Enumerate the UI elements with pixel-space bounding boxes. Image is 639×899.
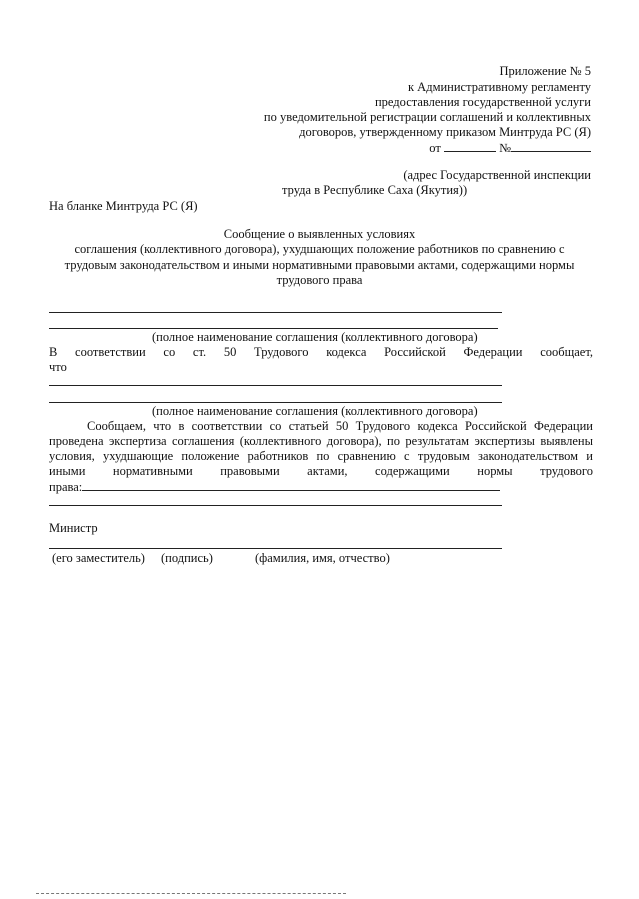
page-footer-divider [36, 893, 346, 894]
date-blank[interactable] [444, 140, 496, 152]
header-order: договоров, утвержденному приказом Минтруда РС (Я) [299, 125, 591, 139]
header-date-number [429, 140, 591, 156]
agreement-name-caption: (полное наименование соглашения (коллективного договора) [152, 330, 478, 344]
number-label: № [499, 141, 511, 155]
agreement-name-line-4[interactable] [49, 402, 502, 403]
signature-line[interactable] [49, 548, 502, 549]
deputy-caption: (его заместитель) [52, 551, 145, 565]
appendix-number: Приложение № 5 [499, 64, 591, 78]
addressee-line1: (адрес Государственной инспекции [403, 168, 591, 182]
header-registration: по уведомительной регистрации соглашений и коллективных [263, 110, 591, 124]
date-label: от [429, 141, 441, 155]
signature-caption: (подпись) [161, 551, 213, 565]
minister-label: Министр [49, 521, 98, 535]
header-regulation: к Административному регламенту [407, 80, 591, 94]
section2-para-line2: проведена экспертиза соглашения (коллективного договора), по результатам экспертизы выявлены [49, 434, 593, 448]
document-title: Сообщение о выявленных условиях [223, 227, 416, 241]
section2-para-line5 [49, 479, 500, 495]
rights-label: права: [49, 480, 83, 494]
section2-para-line3: условия, ухудшающие положение работников по сравнению с трудовым законодательством и [49, 449, 593, 463]
header-service: предоставления государственной услуги [374, 95, 591, 109]
violations-blank[interactable] [82, 479, 500, 491]
letterhead-label: На бланке Минтруда РС (Я) [49, 199, 198, 213]
section2-para-line4: иными нормативными правовыми актами, содержащими нормы трудового [49, 464, 593, 478]
agreement-name-line-2[interactable] [49, 328, 498, 329]
agreement-name-line-3[interactable] [49, 385, 502, 386]
title-line2: соглашения (коллективного договора), ухудшающих положение работников по сравнению с [74, 242, 565, 256]
agreement-name-caption-2: (полное наименование соглашения (коллективного договора) [152, 404, 478, 418]
section1-text-line1: В соответствии со ст. 50 Трудового кодекса Российской Федерации сообщает, [49, 345, 593, 359]
number-blank[interactable] [511, 140, 591, 152]
full-name-caption: (фамилия, имя, отчество) [255, 551, 390, 565]
section2-para-line1: Сообщаем, что в соответствии со статьей 50 Трудового кодекса Российской Федерации [87, 419, 593, 433]
addressee-line2: труда в Республике Саха (Якутия)) [282, 183, 468, 197]
violations-line-2[interactable] [49, 505, 502, 506]
title-line4: трудового права [276, 273, 363, 287]
section1-text-line2: что [49, 360, 67, 374]
agreement-name-line-1[interactable] [49, 312, 502, 313]
title-line3: трудовым законодательством и иными нормативными правовыми актами, содержащими нормы [64, 258, 575, 272]
